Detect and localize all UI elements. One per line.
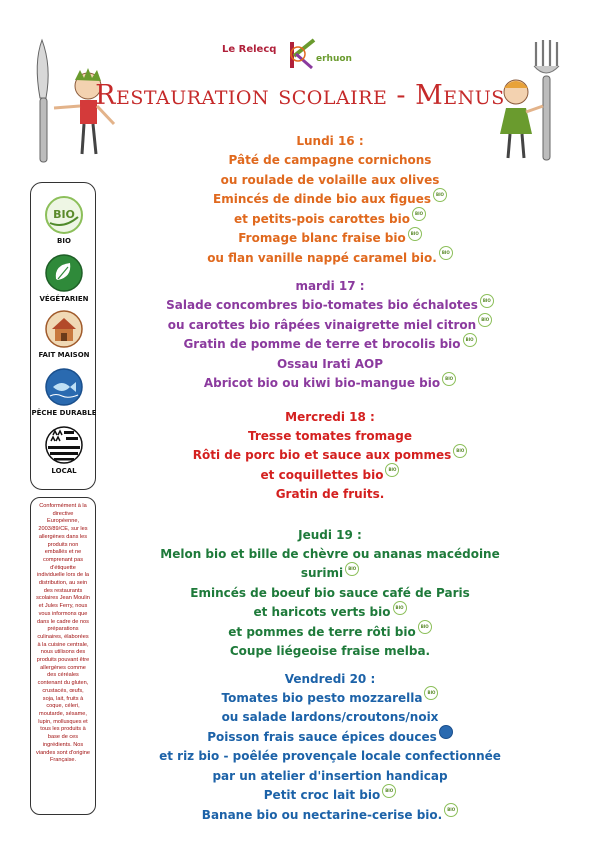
legend-label: FAIT MAISON — [38, 351, 90, 359]
legend-item-bio — [31, 195, 97, 245]
bio-badge-icon: BIO — [453, 444, 467, 458]
day-block — [150, 408, 510, 505]
menu-dish — [150, 623, 510, 643]
bio-badge-icon: BIO — [478, 313, 492, 327]
dish-text: Ossau Irati AOP — [276, 356, 384, 371]
menu-dish — [150, 151, 510, 171]
dish-text: ou roulade de volaille aux olives — [220, 172, 440, 187]
fish-icon — [44, 367, 84, 407]
menu-dish — [150, 485, 510, 505]
dish-text: Tomates bio pesto mozzarella — [221, 690, 423, 705]
dish-text: Rôti de porc bio et sauce aux pommes — [192, 448, 452, 462]
dish-text: Petit croc lait bio — [263, 788, 381, 802]
menu-dish — [150, 786, 510, 806]
menu-dish — [150, 708, 510, 728]
legend-item-fishing — [31, 367, 97, 417]
bio-badge-icon: BIO — [444, 803, 458, 817]
menu-dish — [150, 545, 510, 565]
day-block — [150, 526, 510, 662]
bio-badge-icon: BIO — [412, 207, 426, 221]
dish-text: par un atelier d'insertion handicap — [212, 768, 448, 783]
logo-text-left: Le Relecq — [222, 44, 277, 55]
menu-dish — [150, 335, 510, 355]
logo-k-icon — [284, 36, 320, 72]
menu-dish — [150, 728, 510, 748]
dish-text: Gratin de fruits. — [275, 487, 385, 501]
weekly-menu — [150, 132, 510, 825]
day-block — [150, 670, 510, 826]
dish-text: ou carottes bio râpées vinaigrette miel citron — [167, 317, 477, 332]
dish-text: Gratin de pomme de terre et brocolis bio — [183, 337, 461, 351]
town-logo — [222, 34, 382, 76]
page-title: Restauration scolaire - Menus — [95, 80, 505, 111]
day-block — [150, 132, 510, 268]
dish-text: et pommes de terre rôti bio — [228, 624, 416, 639]
menu-dish — [150, 316, 510, 336]
allergen-text: Conformément à la directive Européenne, 2003/89/CE, sur les allergènes dans les produits non emballés et ne comprenant pas d'étiquette individuelle lors de la distribution, au sein des restaurants scolaires Jean Moulin et Jules Ferry, nous vous informons que dans le cadre de nos préparations culinaires, élaborées à la cuisine centrale, nous utilisons des produits pouvant être allergènes comme des céréales contenant du gluten, crustacés, œufs, soja, lait, fruits à coque, céleri, moutarde, sésame, lupin, mollusques et tous les produits à base de ces ingrédients. Nos viandes sont d'origine Française. — [36, 503, 90, 764]
bio-icon — [44, 195, 84, 235]
menu-dish — [150, 584, 510, 604]
bio-badge-icon: BIO — [382, 784, 396, 798]
bio-icon-text: BIO — [53, 208, 75, 221]
legend-label: VÉGÉTARIEN — [39, 295, 89, 303]
dish-text: Melon bio et bille de chèvre ou ananas macédoine — [160, 546, 500, 561]
menu-dish — [150, 689, 510, 709]
menu-dish — [150, 355, 510, 375]
menu-dish — [150, 210, 510, 230]
dish-text: Coupe liégeoise fraise melba. — [229, 644, 431, 658]
dish-text: ou salade lardons/croutons/noix — [221, 710, 439, 724]
legend-item-homemade — [31, 309, 97, 359]
bio-badge-icon: BIO — [433, 188, 447, 202]
legend-label: LOCAL — [51, 467, 77, 475]
dish-text: Fromage blanc fraise bio — [238, 231, 406, 245]
bio-badge-icon: BIO — [424, 686, 438, 700]
dish-text: Salade concombres bio-tomates bio échalotes — [166, 298, 478, 312]
menu-dish — [150, 190, 510, 210]
dish-text: et coquillettes bio — [260, 467, 384, 482]
menu-dish — [150, 249, 510, 269]
dish-text: Banane bio ou nectarine-cerise bio. — [201, 807, 443, 822]
menu-dish — [150, 229, 510, 249]
dish-text: Abricot bio ou kiwi bio-mangue bio — [203, 376, 441, 390]
dish-text: surimi — [300, 566, 344, 580]
day-block — [150, 277, 510, 394]
sustainable-fishing-badge-icon — [439, 725, 453, 739]
menu-dish — [150, 747, 510, 767]
day-title: mardi 17 : — [295, 279, 365, 293]
bio-badge-icon: BIO — [418, 620, 432, 634]
bio-badge-icon: BIO — [385, 463, 399, 477]
bio-badge-icon: BIO — [463, 333, 477, 347]
day-title: Vendredi 20 : — [284, 671, 376, 686]
bio-badge-icon: BIO — [480, 294, 494, 308]
menu-dish — [150, 171, 510, 191]
dish-text: Pâté de campagne cornichons — [228, 153, 432, 167]
menu-dish — [150, 603, 510, 623]
legend-item-vegetarian — [31, 253, 97, 303]
legend-label: BIO — [57, 237, 71, 245]
dish-text: et haricots verts bio — [253, 605, 391, 619]
bio-badge-icon: BIO — [393, 601, 407, 615]
menu-dish — [150, 374, 510, 394]
logo-text-right: erhuon — [316, 54, 352, 64]
bio-badge-icon: BIO — [439, 246, 453, 260]
bio-badge-icon: BIO — [408, 227, 422, 241]
menu-dish — [150, 446, 510, 466]
dish-text: Emincés de dinde bio aux figues — [213, 192, 431, 206]
dish-text: et petits-pois carottes bio — [233, 211, 410, 226]
bio-badge-icon: BIO — [442, 372, 456, 386]
dish-text: Emincés de boeuf bio sauce café de Paris — [190, 585, 470, 600]
menu-dish — [150, 806, 510, 826]
day-title: Jeudi 19 : — [298, 527, 362, 542]
menu-dish — [150, 296, 510, 316]
menu-dish — [150, 642, 510, 662]
leaf-icon — [44, 253, 84, 293]
legend-label: PÊCHE DURABLE — [31, 409, 97, 417]
legend-item-local — [31, 425, 97, 475]
dish-text: Tresse tomates fromage — [247, 428, 412, 443]
legend-panel — [30, 182, 96, 490]
house-icon — [44, 309, 84, 349]
dish-text: Poisson frais sauce épices douces — [207, 729, 437, 744]
menu-dish — [150, 466, 510, 486]
allergen-notice — [30, 497, 96, 815]
dish-text: ou flan vanille nappé caramel bio. — [207, 250, 437, 265]
day-title: Mercredi 18 : — [285, 409, 375, 424]
breton-flag-icon — [44, 425, 84, 465]
menu-dish — [150, 767, 510, 787]
dish-text: et riz bio - poêlée provençale locale confectionnée — [159, 749, 501, 763]
bio-badge-icon: BIO — [345, 562, 359, 576]
menu-dish — [150, 427, 510, 447]
menu-dish — [150, 564, 510, 584]
day-title: Lundi 16 : — [296, 134, 364, 148]
